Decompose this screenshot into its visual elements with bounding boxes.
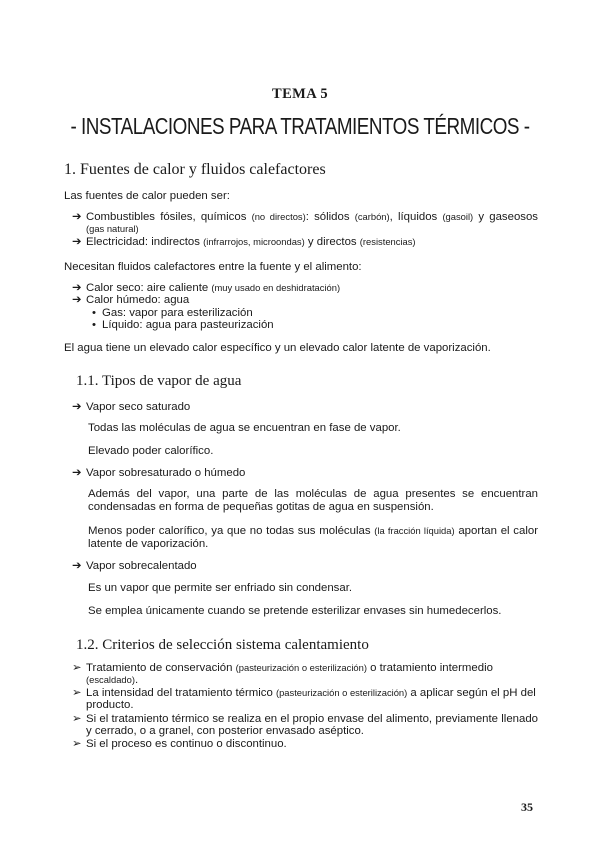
arrow-icon: ➔ bbox=[72, 294, 82, 306]
fluids-intro: Necesitan fluidos calefactores entre la fuente y el alimento: bbox=[64, 261, 362, 273]
criteria-item: ➢ Si el proceso es continuo o discontinuo. bbox=[72, 738, 287, 750]
sources-intro: Las fuentes de calor pueden ser: bbox=[64, 190, 230, 202]
arrowhead-icon: ➢ bbox=[72, 662, 82, 674]
arrow-icon: ➔ bbox=[72, 236, 82, 248]
vapor-type-supersaturated: ➔ Vapor sobresaturado o húmedo bbox=[72, 467, 246, 479]
list-item-fluid-wet: ➔ Calor húmedo: agua bbox=[72, 294, 190, 306]
criteria-item: ➢ Tratamiento de conservación (pasteurización o esterilización) o tratamiento intermedio (escaldado). bbox=[72, 662, 493, 686]
chapter-label: TEMA 5 bbox=[272, 86, 328, 102]
sub-item-liquid: • Líquido: agua para pasteurización bbox=[92, 319, 274, 331]
page-title: - INSTALACIONES PARA TRATAMIENTOS TÉRMICOS - bbox=[70, 113, 530, 139]
arrow-icon: ➔ bbox=[72, 401, 82, 413]
sub-item-gas: • Gas: vapor para esterilización bbox=[92, 307, 253, 319]
criteria-item: ➢ Si el tratamiento térmico se realiza en el propio envase del alimento, previamente llenado y cerrado, o a granel, con posterior envasado aséptico. bbox=[72, 713, 538, 737]
paragraph: Además del vapor, una parte de las moléculas de agua presentes se encuentran condensadas en forma de pequeñas gotitas de agua en suspensión. bbox=[88, 488, 538, 513]
arrow-icon: ➔ bbox=[72, 211, 82, 223]
page-number: 35 bbox=[521, 800, 533, 814]
arrow-icon: ➔ bbox=[72, 282, 82, 294]
criteria-item: ➢ La intensidad del tratamiento térmico (pasteurización o esterilización) a aplicar según el pH del producto. bbox=[72, 687, 536, 711]
bullet-icon: • bbox=[92, 307, 96, 319]
arrow-icon: ➔ bbox=[72, 560, 82, 572]
section-heading-1-1: 1.1. Tipos de vapor de agua bbox=[76, 373, 242, 389]
section-heading-1: 1. Fuentes de calor y fluidos calefactores bbox=[64, 161, 326, 178]
list-item-fluid-dry: ➔ Calor seco: aire caliente (muy usado en deshidratación) bbox=[72, 282, 341, 294]
arrowhead-icon: ➢ bbox=[72, 738, 82, 750]
paragraph: Menos poder calorífico, ya que no todas sus moléculas (la fracción líquida) aportan el calor latente de vaporización. bbox=[88, 525, 539, 550]
vapor-type-superheated: ➔ Vapor sobrecalentado bbox=[72, 560, 197, 572]
list-item-source-electric: ➔ Electricidad: indirectos (infrarrojos, microondas) y directos (resistencias) bbox=[72, 236, 416, 248]
paragraph: Elevado poder calorífico. bbox=[88, 445, 214, 457]
water-closing-paragraph: El agua tiene un elevado calor específico y un elevado calor latente de vaporización. bbox=[64, 342, 491, 354]
list-item-source-fossil: ➔ Combustibles fósiles, químicos (no directos): sólidos (carbón), líquidos (gasoil) y gaseosos (gas natural) bbox=[72, 211, 539, 234]
arrowhead-icon: ➢ bbox=[72, 687, 82, 699]
arrow-icon: ➔ bbox=[72, 467, 82, 479]
vapor-type-dry-saturated: ➔ Vapor seco saturado bbox=[72, 401, 191, 413]
arrowhead-icon: ➢ bbox=[72, 713, 82, 725]
section-heading-1-2: 1.2. Criterios de selección sistema calentamiento bbox=[76, 637, 369, 653]
paragraph: Se emplea únicamente cuando se pretende esterilizar envases sin humedecerlos. bbox=[88, 605, 502, 617]
bullet-icon: • bbox=[92, 319, 96, 331]
paragraph: Es un vapor que permite ser enfriado sin condensar. bbox=[88, 582, 353, 594]
paragraph: Todas las moléculas de agua se encuentran en fase de vapor. bbox=[88, 422, 401, 434]
